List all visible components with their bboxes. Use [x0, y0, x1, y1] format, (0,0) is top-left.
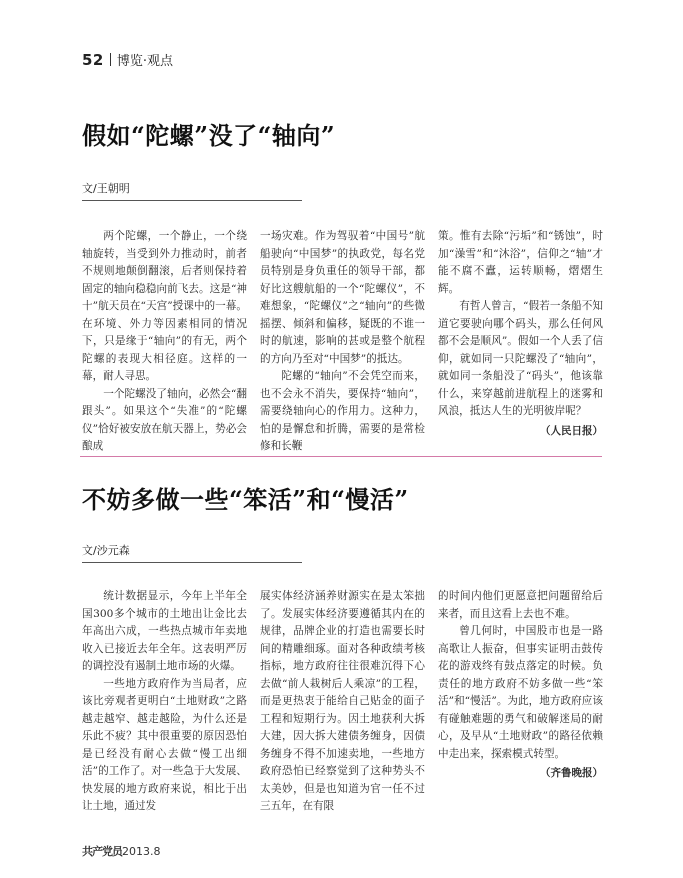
article2-column-1 [82, 588, 247, 816]
article1-column-1 [82, 228, 247, 456]
section-name: 博览·观点 [116, 54, 174, 69]
paragraph: 陀螺的“轴向”不会凭空而来，也不会永不消失，要保持“轴向”，需要绕轴向心的作用力。这种力，怕的是懈怠和折腾，需要的是常检修和长鞭 [260, 370, 425, 452]
paragraph: 的时间内他们更愿意把问题留给后来者，而且这看上去也不难。 [438, 590, 603, 620]
article1-byline: 文/王朝明 [82, 182, 130, 195]
paragraph: 展实体经济涵养财源实在是太笨拙了。发展实体经济要遵循其内在的规律，品牌企业的打造也需要长时间的精雕细琢。面对各种政绩考核指标，地方政府往往很难沉得下心去做“前人栽树后人乘凉”的工程，而是更热衷于能给自己贴金的面子工程和短期行为。因土地获利大拆大建，因大拆大建债务缠身，因债务缠身不得不加速卖地，一些地方政府恐怕已经察觉到了这种势头不太美妙，但是也知道为官一任不过三五年，在有限 [260, 590, 425, 812]
paragraph: 策。惟有去除“污垢”和“锈蚀”，时加“澡雪”和“沐浴”，信仰之“轴”才能不腐不蠹，运转顺畅，熠熠生辉。 [438, 230, 603, 295]
paragraph: 一场灾难。作为驾驭着“中国号”航船驶向“中国梦”的执政党，每名党员特别是身负重任的领导干部，都好比这艘航船的一个“陀螺仪”，不难想象，“陀螺仪”之“轴向”的些微摇摆、倾斜和偏移，疑既的不谁一时的航速，影响的甚或是整个航程的方向乃至对“中国梦”的抵达。 [260, 230, 425, 365]
paragraph: 曾几何时，中国股市也是一路高歌让人振奋，但事实证明击鼓传花的游戏终有鼓点落定的时候。负责任的地方政府不妨多做一些“笨活”和“慢活”。为此，地方政府应该有碰触难题的勇气和破解迷局的耐心，及早从“土地财政”的路径依赖中走出来，探索模式转型。 [438, 625, 603, 760]
article2-column-2 [260, 588, 425, 816]
paragraph: 一个陀螺没了轴向，必然会“翻跟头”。如果这个“失准”的“陀螺仪”恰好被安放在航天器上，势必会酿成 [82, 387, 247, 452]
article1-column-2 [260, 228, 425, 456]
article2-title: 不妨多做一些“笨活”和“慢活” [82, 485, 409, 514]
header-divider [110, 53, 111, 66]
article2-byline-rule [82, 562, 302, 563]
article2-byline: 文/沙元森 [82, 544, 130, 557]
article1-byline-rule [82, 200, 302, 201]
paragraph: 统计数据显示，今年上半年全国300多个城市的土地出让金比去年高出六成，一些热点城市年卖地收入已接近去年全年。这表明严厉的调控没有遏制土地市场的火爆。 [82, 590, 247, 672]
issue-date: 2013.8 [122, 845, 161, 858]
page-header [82, 50, 173, 69]
paragraph: 两个陀螺，一个静止，一个绕轴旋转，当受到外力推动时，前者不规则地颠倒翻滚，后者则保持着固定的轴向稳稳向前飞去。这是“神十”航天员在“天宫”授课中的一幕。在环境、外力等因素相同的情况下，只是缘于“轴向”的有无，两个陀螺的表现大相径庭。这样的一幕，耐人寻思。 [82, 230, 247, 382]
article2-column-3 [438, 588, 603, 783]
paragraph: 有哲人曾言，“假若一条船不知道它要驶向哪个码头，那么任何风都不会是顺风”。假如一个人丢了信仰，就如同一只陀螺没了“轴向”，就如同一条船没了“码头”，他该靠什么，来穿越前进航程上的迷雾和风浪，抵达人生的光明彼岸呢？ [438, 300, 603, 417]
article2-source: （齐鲁晚报） [540, 767, 603, 779]
section-divider [80, 456, 602, 457]
article1-source: （人民日报） [540, 424, 603, 437]
article1-title: 假如“陀螺”没了“轴向” [82, 121, 336, 150]
page-number: 52 [82, 51, 104, 69]
paragraph: 一些地方政府作为当局者，应该比旁观者更明白“土地财政”之路越走越窄、越走越险，为什么还是乐此不疲？其中很重要的原因恐怕是已经没有耐心去做“慢工出细活”的工作了。对一些急于大发展、快发展的地方政府来说，相比于出让土地，通过发 [82, 677, 247, 812]
magazine-logo: 共产党员 [82, 845, 122, 858]
article1-column-3 [438, 228, 603, 440]
page-footer [82, 843, 161, 859]
